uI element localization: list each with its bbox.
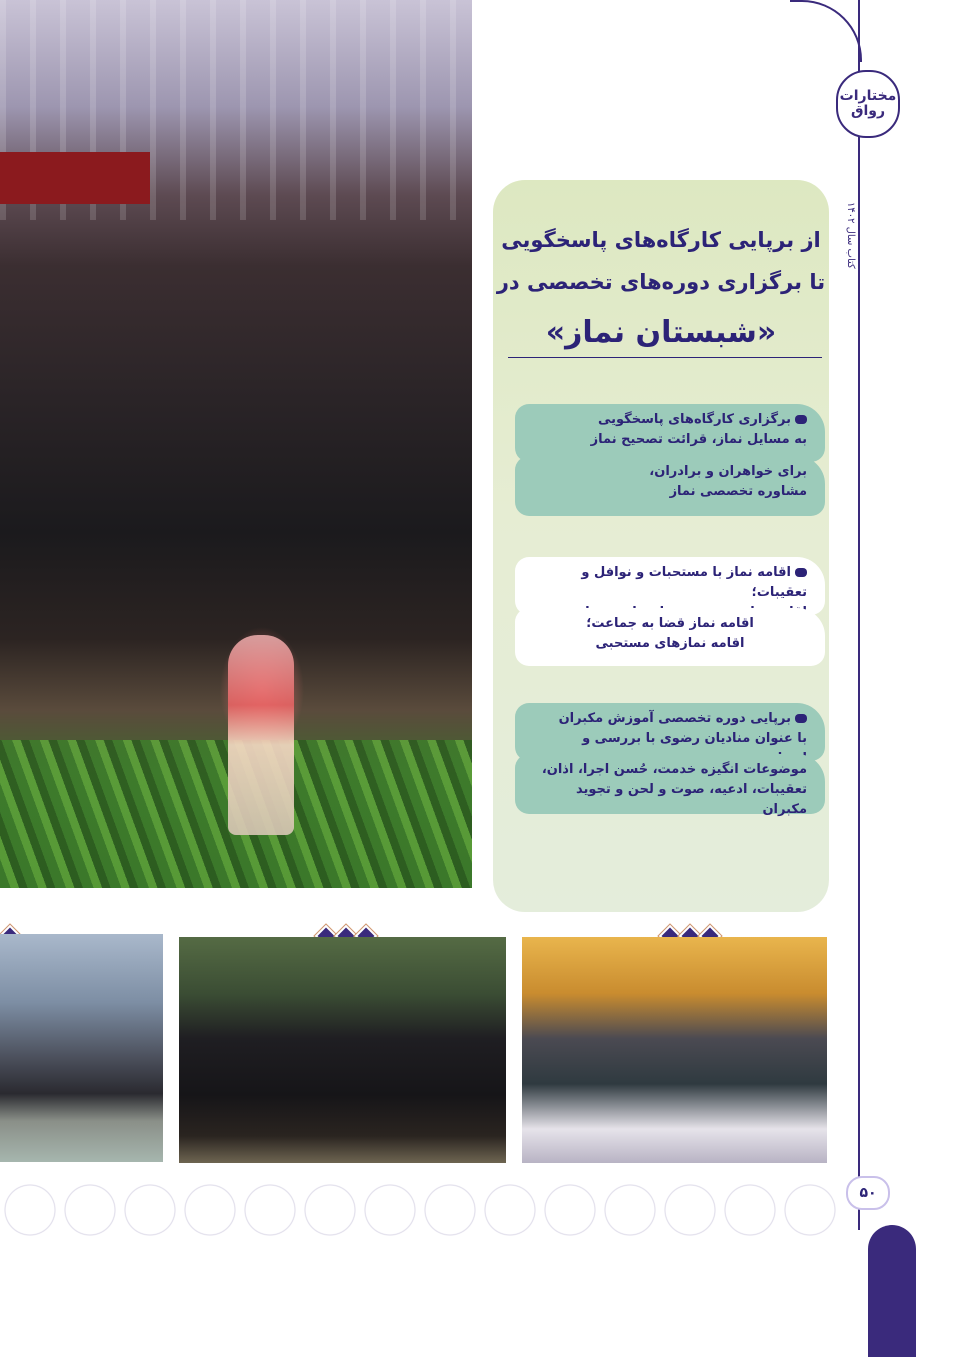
group2-box1 — [515, 557, 825, 615]
group3-box2-line2: تعقیبات، ادعیه، صوت و لحن و تجوید مکبران — [575, 782, 807, 817]
group3-box2 — [515, 754, 825, 817]
group2-box2 — [515, 608, 825, 666]
frame-tab — [868, 1225, 916, 1357]
group2-box2-line1: اقامه نماز قضا به جماعت؛ — [586, 616, 754, 631]
group2-box1-line1: اقامه نماز با مستحبات و نوافل و تعقیبات؛ — [581, 565, 807, 600]
photo-courtyard-prayer — [0, 934, 163, 1162]
group1-box2 — [515, 456, 825, 516]
group3-box1-line2: با عنوان منادیان رضوی با بررسی و — [582, 731, 807, 746]
frame-curve — [790, 0, 862, 62]
photo-women-praying — [522, 937, 827, 1163]
frame-line — [858, 0, 860, 1230]
panel-title-line3: «شبستان نماز» — [545, 315, 777, 350]
main-photo-prayer-congregation — [0, 0, 472, 888]
glass-lamp — [228, 635, 294, 835]
photo-men-praying — [179, 937, 506, 1163]
book-logo — [836, 70, 900, 138]
group1-box2-line1: برای خواهران و برادران، — [649, 464, 807, 479]
side-caption: کتاب سال ۱۴۰۲ — [845, 201, 856, 269]
group3-box1 — [515, 703, 825, 761]
panel-title-line1: از برپایی کارگاه‌های پاسخگویی — [501, 228, 821, 252]
bullet-icon — [795, 714, 807, 723]
group1-box1-line2: به مسایل نماز، قرائت تصحیح نماز — [590, 432, 807, 447]
group3-box1-line1: برپایی دوره تخصصی آموزش مکبران — [558, 711, 791, 726]
group1-box1 — [515, 404, 825, 462]
decorative-tile-pattern — [0, 1180, 840, 1240]
red-banner — [0, 152, 150, 204]
title-divider — [508, 357, 822, 358]
panel-title-line2: تا برگزاری دوره‌های تخصصی در — [496, 270, 826, 294]
bullet-icon — [795, 415, 807, 424]
page-number: ۵۰ — [846, 1176, 890, 1210]
logo-text: مختارات رواق — [839, 87, 897, 119]
group1-box2-line2: مشاوره تخصصی نماز — [669, 484, 807, 499]
group3-box2-line1: موضوعات انگیزه خدمت، حُسن اجرا، اذان، — [541, 762, 807, 777]
group2-box2-line2: اقامه نمازهای مستحبی — [595, 636, 745, 651]
group1-box1-line1: برگزاری کارگاه‌های پاسخگویی — [597, 412, 791, 427]
bullet-icon — [795, 568, 807, 577]
